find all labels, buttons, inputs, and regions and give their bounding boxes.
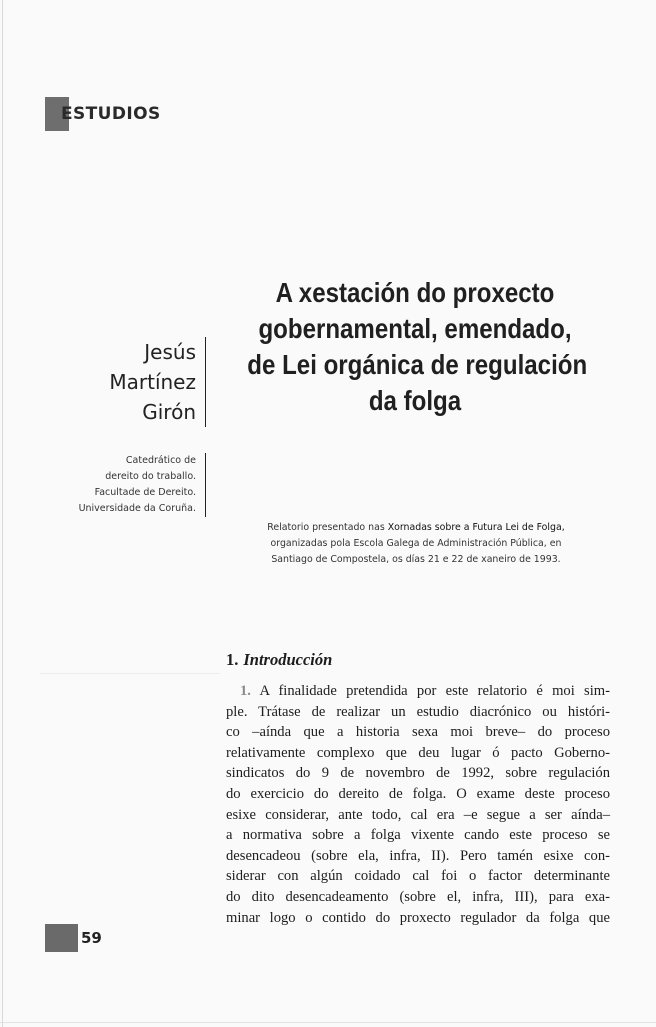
- report-note-prefix: Relatorio presentado nas: [267, 522, 388, 533]
- title-line: A xestación do proxecto: [275, 277, 555, 308]
- affiliation-line: Facultade de Dereito.: [94, 487, 196, 498]
- page-edge: [2, 0, 3, 1027]
- author-name-line: Girón: [142, 400, 196, 424]
- body-line: relativamente complexo que deu lugar ó pacto Goberno-: [226, 744, 610, 761]
- body-line: siderar con algún coidado cal foi o factor determinante: [226, 868, 610, 885]
- title-line: da folga: [368, 385, 462, 416]
- body-line: [226, 681, 610, 702]
- article-title: [247, 275, 588, 419]
- body-line: desencadeou (sobre ela, infra, II). Pero tamén esixe con-: [226, 847, 610, 864]
- affiliation-line: dereito do traballo.: [105, 471, 196, 482]
- body-line: a normativa sobre a folga vixente cando este proceso se: [226, 827, 610, 844]
- body-paragraph: [226, 681, 610, 928]
- title-line: de Lei orgánica de regulación: [247, 349, 588, 380]
- author-block: [109, 337, 206, 427]
- report-note-event: Xornadas sobre a Futura Lei de Folga,: [387, 522, 565, 533]
- body-line: do dito desencadeamento (sobre el, infra, III), para exa-: [226, 888, 610, 905]
- report-note-line: [220, 520, 612, 536]
- section-marker: [45, 97, 161, 131]
- author-name-line: Jesús: [144, 340, 196, 364]
- affiliation-block: [79, 453, 206, 517]
- report-note-line: Santiago de Compostela, os días 21 e 22 de xaneiro de 1993.: [271, 554, 561, 565]
- report-note-line: organizadas pola Escola Galega de Administración Pública, en: [270, 538, 562, 549]
- affiliation-line: Universidade da Coruña.: [78, 503, 196, 514]
- body-line: ple. Trátase de realizar un estudio diacrónico ou históri-: [226, 703, 610, 720]
- body-line-text: A finalidade pretendida por este relatorio é moi sim-: [259, 683, 611, 699]
- page-bottom-edge: [0, 1022, 656, 1023]
- body-line: esixe considerar, ante todo, cal era –e segue a ser aínda–: [226, 806, 610, 823]
- report-note: [220, 520, 612, 568]
- divider: [40, 673, 220, 674]
- paragraph-number: 1.: [240, 683, 251, 699]
- page-number-box: [45, 924, 78, 952]
- author-name-line: Martínez: [109, 370, 196, 394]
- body-line: do exercicio do dereito de folga. O exame deste proceso: [226, 785, 610, 802]
- section-label: ESTUDIOS: [61, 104, 161, 124]
- body-line: sindicatos do 9 de novembro de 1992, sobre regulación: [226, 765, 610, 782]
- affiliation-line: Catedrático de: [125, 455, 196, 466]
- section-heading: [226, 650, 332, 670]
- body-line: co –aínda que a historia sexa moi breve– do proceso: [226, 724, 610, 741]
- section-number: 1.: [226, 650, 239, 669]
- page-number: 59: [81, 929, 102, 947]
- section-title: Introducción: [243, 650, 333, 669]
- body-line: minar logo o contido do proxecto regulador da folga que: [226, 909, 610, 926]
- title-line: gobernamental, emendado,: [258, 313, 572, 344]
